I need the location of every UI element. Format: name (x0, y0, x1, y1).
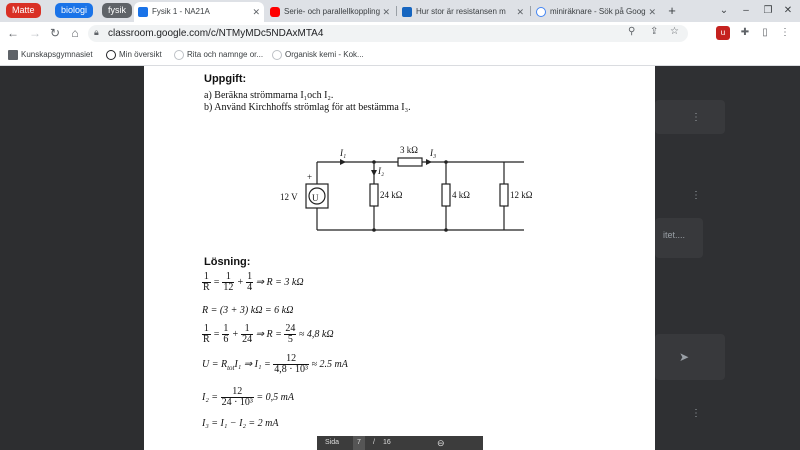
extensions-puzzle-icon[interactable]: ✚ (740, 27, 750, 38)
source-symbol: U (312, 193, 319, 203)
junction-node (372, 160, 376, 164)
tab-group-biologi[interactable]: biologi (55, 3, 93, 18)
page-label: Sida (325, 439, 340, 446)
i1-label: I₁ (340, 148, 347, 158)
resistor-3k (398, 158, 422, 166)
page-current-input[interactable]: 7 (353, 436, 365, 450)
tab-strip (0, 0, 800, 22)
classroom-icon (138, 7, 148, 17)
back-arrow-icon[interactable]: ← (7, 26, 19, 40)
bookmark-organisk-kemi[interactable] (272, 48, 364, 62)
tab-title: Fysik 1 - NA21A (152, 7, 210, 16)
mail-icon (402, 7, 412, 17)
minimize-button[interactable]: – (743, 5, 749, 16)
browser-toolbar (0, 22, 800, 44)
forward-arrow-icon[interactable]: → (29, 26, 41, 40)
zoom-out-icon[interactable]: ⊖ (437, 438, 445, 448)
close-icon[interactable]: ✕ (516, 7, 524, 17)
share-icon[interactable]: ⇪ (650, 26, 659, 37)
dim-background-left (0, 66, 144, 450)
tab-youtube[interactable] (266, 2, 394, 22)
equation-2: R = (3 + 3) kΩ = 6 kΩ (202, 305, 294, 316)
home-icon[interactable]: ⌂ (71, 26, 79, 40)
tab-group-matte[interactable]: Matte (6, 3, 41, 18)
page-separator: / (373, 439, 375, 446)
equation-5: I₂ = $\frac{12}{\text{24 · 10³}}$ = 0,5 mA (202, 386, 294, 408)
tab-title: miniräknare - Sök på Goog (550, 7, 646, 16)
arrow-i3 (426, 159, 432, 165)
dim-background-right (655, 66, 800, 450)
r3-label: 12 kΩ (510, 190, 533, 200)
bookmark-min-oversikt[interactable] (106, 48, 162, 62)
tab-separator (396, 6, 397, 16)
junction-node (444, 228, 448, 232)
tab-group-fysik[interactable]: fysik (102, 3, 132, 18)
page-navigator[interactable] (317, 436, 483, 450)
tab-google-search[interactable] (532, 2, 660, 22)
page-content (0, 66, 800, 450)
maximize-button[interactable]: ❐ (763, 5, 773, 16)
bookmarks-bar (0, 44, 800, 66)
close-icon[interactable]: ✕ (382, 7, 390, 17)
bookmark-label: Organisk kemi - Kok... (285, 50, 364, 59)
arrow-i2 (371, 170, 377, 176)
solution-heading: Lösning: (204, 256, 251, 268)
site-icon (272, 50, 282, 60)
bookmark-label: Kunskapsgymnasiet (21, 50, 93, 59)
close-icon[interactable]: ✕ (252, 7, 260, 17)
folder-icon (8, 50, 18, 60)
new-tab-button[interactable]: + (668, 3, 676, 18)
ublock-extension-icon[interactable]: u (716, 26, 730, 40)
document-page (144, 66, 655, 450)
page-total: 16 (383, 439, 391, 446)
more-options-icon[interactable]: ⋮ (691, 190, 701, 201)
junction-node (372, 228, 376, 232)
r1-label: 24 kΩ (380, 190, 403, 200)
resistor-24k (370, 184, 378, 206)
site-icon (174, 50, 184, 60)
url-text[interactable]: classroom.google.com/c/NTMyMDc5NDAxMTA4 (108, 28, 324, 39)
send-icon[interactable]: ➤ (679, 350, 690, 364)
zoom-icon[interactable]: ⚲ (628, 26, 636, 37)
plus-sign: + (307, 172, 313, 182)
tab-fysik-classroom[interactable] (134, 2, 264, 22)
lock-icon[interactable]: 🔒︎ (94, 27, 99, 37)
tab-title: Serie- och parallellkoppling (284, 7, 381, 16)
site-icon (106, 50, 116, 60)
i3-label: I₃ (430, 148, 437, 158)
close-icon[interactable]: ✕ (648, 7, 656, 17)
bookmark-label: Rita och namnge or... (187, 50, 264, 59)
resistor-4k (442, 184, 450, 206)
equation-4: $U = R_{tot}I_1$ ⇒ I₁ = $\frac{12}{\text{4,8 · 10³}}$ ≈ 2.5 mA (202, 353, 348, 375)
side-panel-icon[interactable]: ▯ (762, 27, 768, 38)
close-window-button[interactable]: ✕ (783, 5, 793, 16)
equation-1: $\frac{1}{R}$ = $\frac{1}{12}$ + $\frac{1}{4}$ ⇒ R = 3 kΩ (203, 271, 304, 293)
comment-box[interactable] (655, 334, 725, 380)
r2-label: 4 kΩ (452, 190, 470, 200)
google-icon (536, 7, 546, 17)
bookmark-label: Min översikt (119, 50, 162, 59)
bookmark-kunskapsgymnasiet[interactable] (8, 48, 93, 62)
junction-node (444, 160, 448, 164)
arrow-i1 (340, 159, 346, 165)
tab-title: Hur stor är resistansen m (416, 7, 506, 16)
reload-icon[interactable]: ↻ (49, 26, 61, 40)
equation-3: $\frac{1}{R}$ = $\frac{1}{6}$ + $\frac{1}{24}$ ⇒ R = $\frac{24}{5}$ ≈ 4,8 kΩ (203, 323, 334, 345)
equation-6: I₃ = I₁ − I₂ = 2 mA (202, 418, 279, 429)
address-bar[interactable] (88, 25, 688, 42)
tab-mail[interactable] (398, 2, 528, 22)
panel-card (655, 100, 725, 134)
bookmark-star-icon[interactable]: ☆ (670, 26, 679, 37)
task-b: b) Använd Kirchhoffs strömlag för att bestämma I₃. (204, 102, 411, 113)
resistor-12k (500, 184, 508, 206)
tab-search-chevron-icon[interactable]: ⌄ (719, 5, 729, 16)
more-options-icon[interactable]: ⋮ (691, 112, 701, 123)
youtube-icon (270, 7, 280, 17)
r-series-label: 3 kΩ (400, 145, 418, 155)
task-a: a) Beräkna strömmarna I₁och I₂. (204, 90, 334, 101)
voltage-label: 12 V (280, 192, 298, 202)
circuit-diagram (274, 140, 544, 234)
menu-kebab-icon[interactable]: ⋮ (780, 27, 790, 38)
more-options-icon[interactable]: ⋮ (691, 408, 701, 419)
task-heading: Uppgift: (204, 73, 247, 85)
tab-separator (530, 6, 531, 16)
i2-label: I₂ (378, 166, 385, 176)
panel-snippet: itet.... (663, 230, 686, 240)
bookmark-rita-och-namnge[interactable] (174, 48, 263, 62)
